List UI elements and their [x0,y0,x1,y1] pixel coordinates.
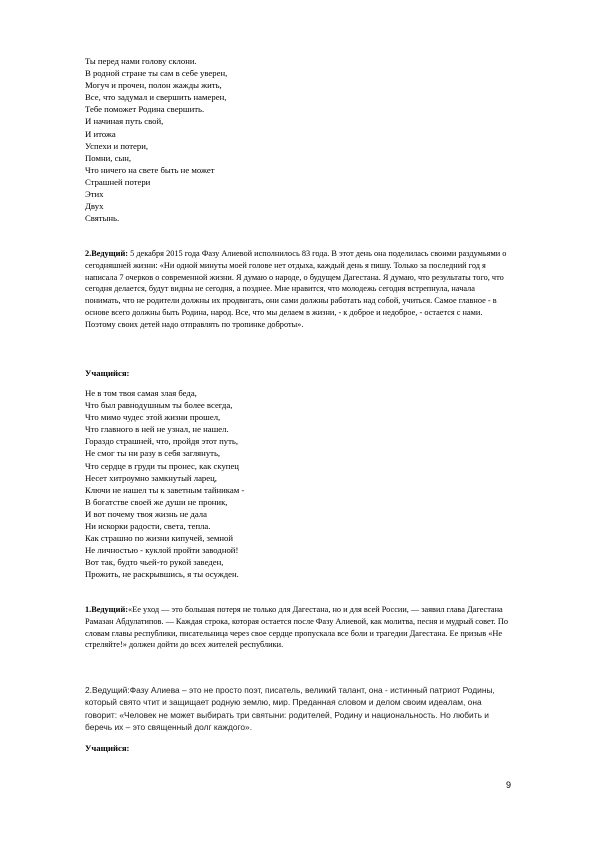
poem-line: Что главного в ней не узнал, не нашел. [85,424,229,435]
narration-paragraph-2 [85,604,511,651]
poem-line: Не смог ты ни разу в себя заглянуть, [85,448,221,459]
poem-line: Что ничего на свете быть не может [85,164,215,175]
poem-stanza-1 [85,55,227,224]
poem-line: Как страшно по жизни кипучей, земной [85,533,233,544]
poem-line: Что был равнодушным ты более всегда, [85,400,233,411]
poem-line: Все, что задумал и свершить намерен, [85,92,227,103]
poem-line: Могуч и прочен, полон жажды жить, [85,80,222,91]
speaker-label: 2.Ведущий: [85,685,130,695]
poem-line: Вот так, будто чьей-то рукой заведен, [85,557,224,568]
poem-line: И вот почему твоя жизнь не дала [85,508,207,519]
poem-line: Прожить, не раскрывшись, я ты осужден. [85,569,239,580]
poem-line: Что сердце в груди ты пронес, как скупец [85,460,239,471]
speaker-label: 1.Ведущий: [85,605,129,614]
poem-line: Успехи и потери, [85,140,149,151]
student-heading-1: Учащийся: [85,368,130,378]
narration-paragraph-3 [85,684,515,733]
poem-line: Гораздо страшней, что, пройдя этот путь, [85,436,239,447]
poem-line: Двух [85,201,104,212]
poem-line: Не в том твоя самая злая беда, [85,388,197,398]
poem-line: Несет хитроумно замкнутый ларец, [85,472,217,483]
poem-line: Ни искорки радости, света, тепла. [85,521,211,532]
poem-line: Святынь. [85,213,120,224]
narration-paragraph-1 [85,248,511,331]
poem-line: Ты перед нами голову склони. [85,56,197,66]
poem-stanza-2 [85,387,244,581]
speaker-label: 2.Ведущий: [85,249,129,258]
poem-line: Тебе поможет Родина свершить. [85,104,205,115]
poem-line: И итожа [85,128,116,139]
poem-line: В богатстве своей же души не проник, [85,496,228,507]
poem-line: И начиная путь свой, [85,116,164,127]
poem-line: Помни, сын, [85,152,132,163]
poem-line: Этих [85,189,104,200]
student-heading-2: Учащийся: [85,743,130,753]
page-number: 9 [506,780,512,790]
paragraph-text: 5 декабря 2015 года Фазу Алиевой исполнилось 83 года. В этот день она поделилась своими раздумьями о сегодняшней жизни: «Ни одной минуты моей голове нет отдыха, каждый день я пишу. Только за последний год я написала 7 очерков о современной жизни. Я думаю о народе, о будущем Дагестана. Я думаю, что результаты того, что сегодня делается, будут видны не сегодня, а позднее. Мне нравится, что молодежь сегодня встрепнула, начала понимать, что не родители должны их продвигать, они сами должны работать над собой, учиться. Самое главное - в основе всего должны быть Родина, народ. Все, что мы делаем в жизни, - к доброе и недоброе, - остается с нами. Поэтому своих детей надо отправлять по тропинке доброты». [85,249,507,329]
paragraph-text: Фазу Алиева – это не просто поэт, писатель, великий талант, она - истинный патриот Родины, который свято чтит и защищает родную землю, мир. Преданная словом и делом своим идеалам, она говорит: «Человек не может выбирать три святыни: родителей, Родину и национальность. Но любить и беречь их – это священный долг каждого». [85,685,495,732]
poem-line: В родной стране ты сам в себе уверен, [85,68,228,79]
poem-line: Страшней потери [85,176,151,187]
paragraph-text: «Ее уход — это большая потеря не только для Дагестана, но и для всей России, — заявил глава Дагестана Рамазан Абдулатипов. — Каждая строка, которая остается после Фазу Алиевой, как молитва, песня и мудрый совет. По словам главы республики, писательница через свое сердце пропускала все боли и трагедии Дагестана. Ее призыв «Не стреляйте!» должен дойти до всех жителей республики. [85,605,508,650]
poem-line: Что мимо чудес этой жизни прошел, [85,412,221,423]
poem-line: Ключи не нашел ты к заветным тайникам - [85,484,245,495]
poem-line: Не личностью - куклой пройти заводной! [85,545,239,556]
